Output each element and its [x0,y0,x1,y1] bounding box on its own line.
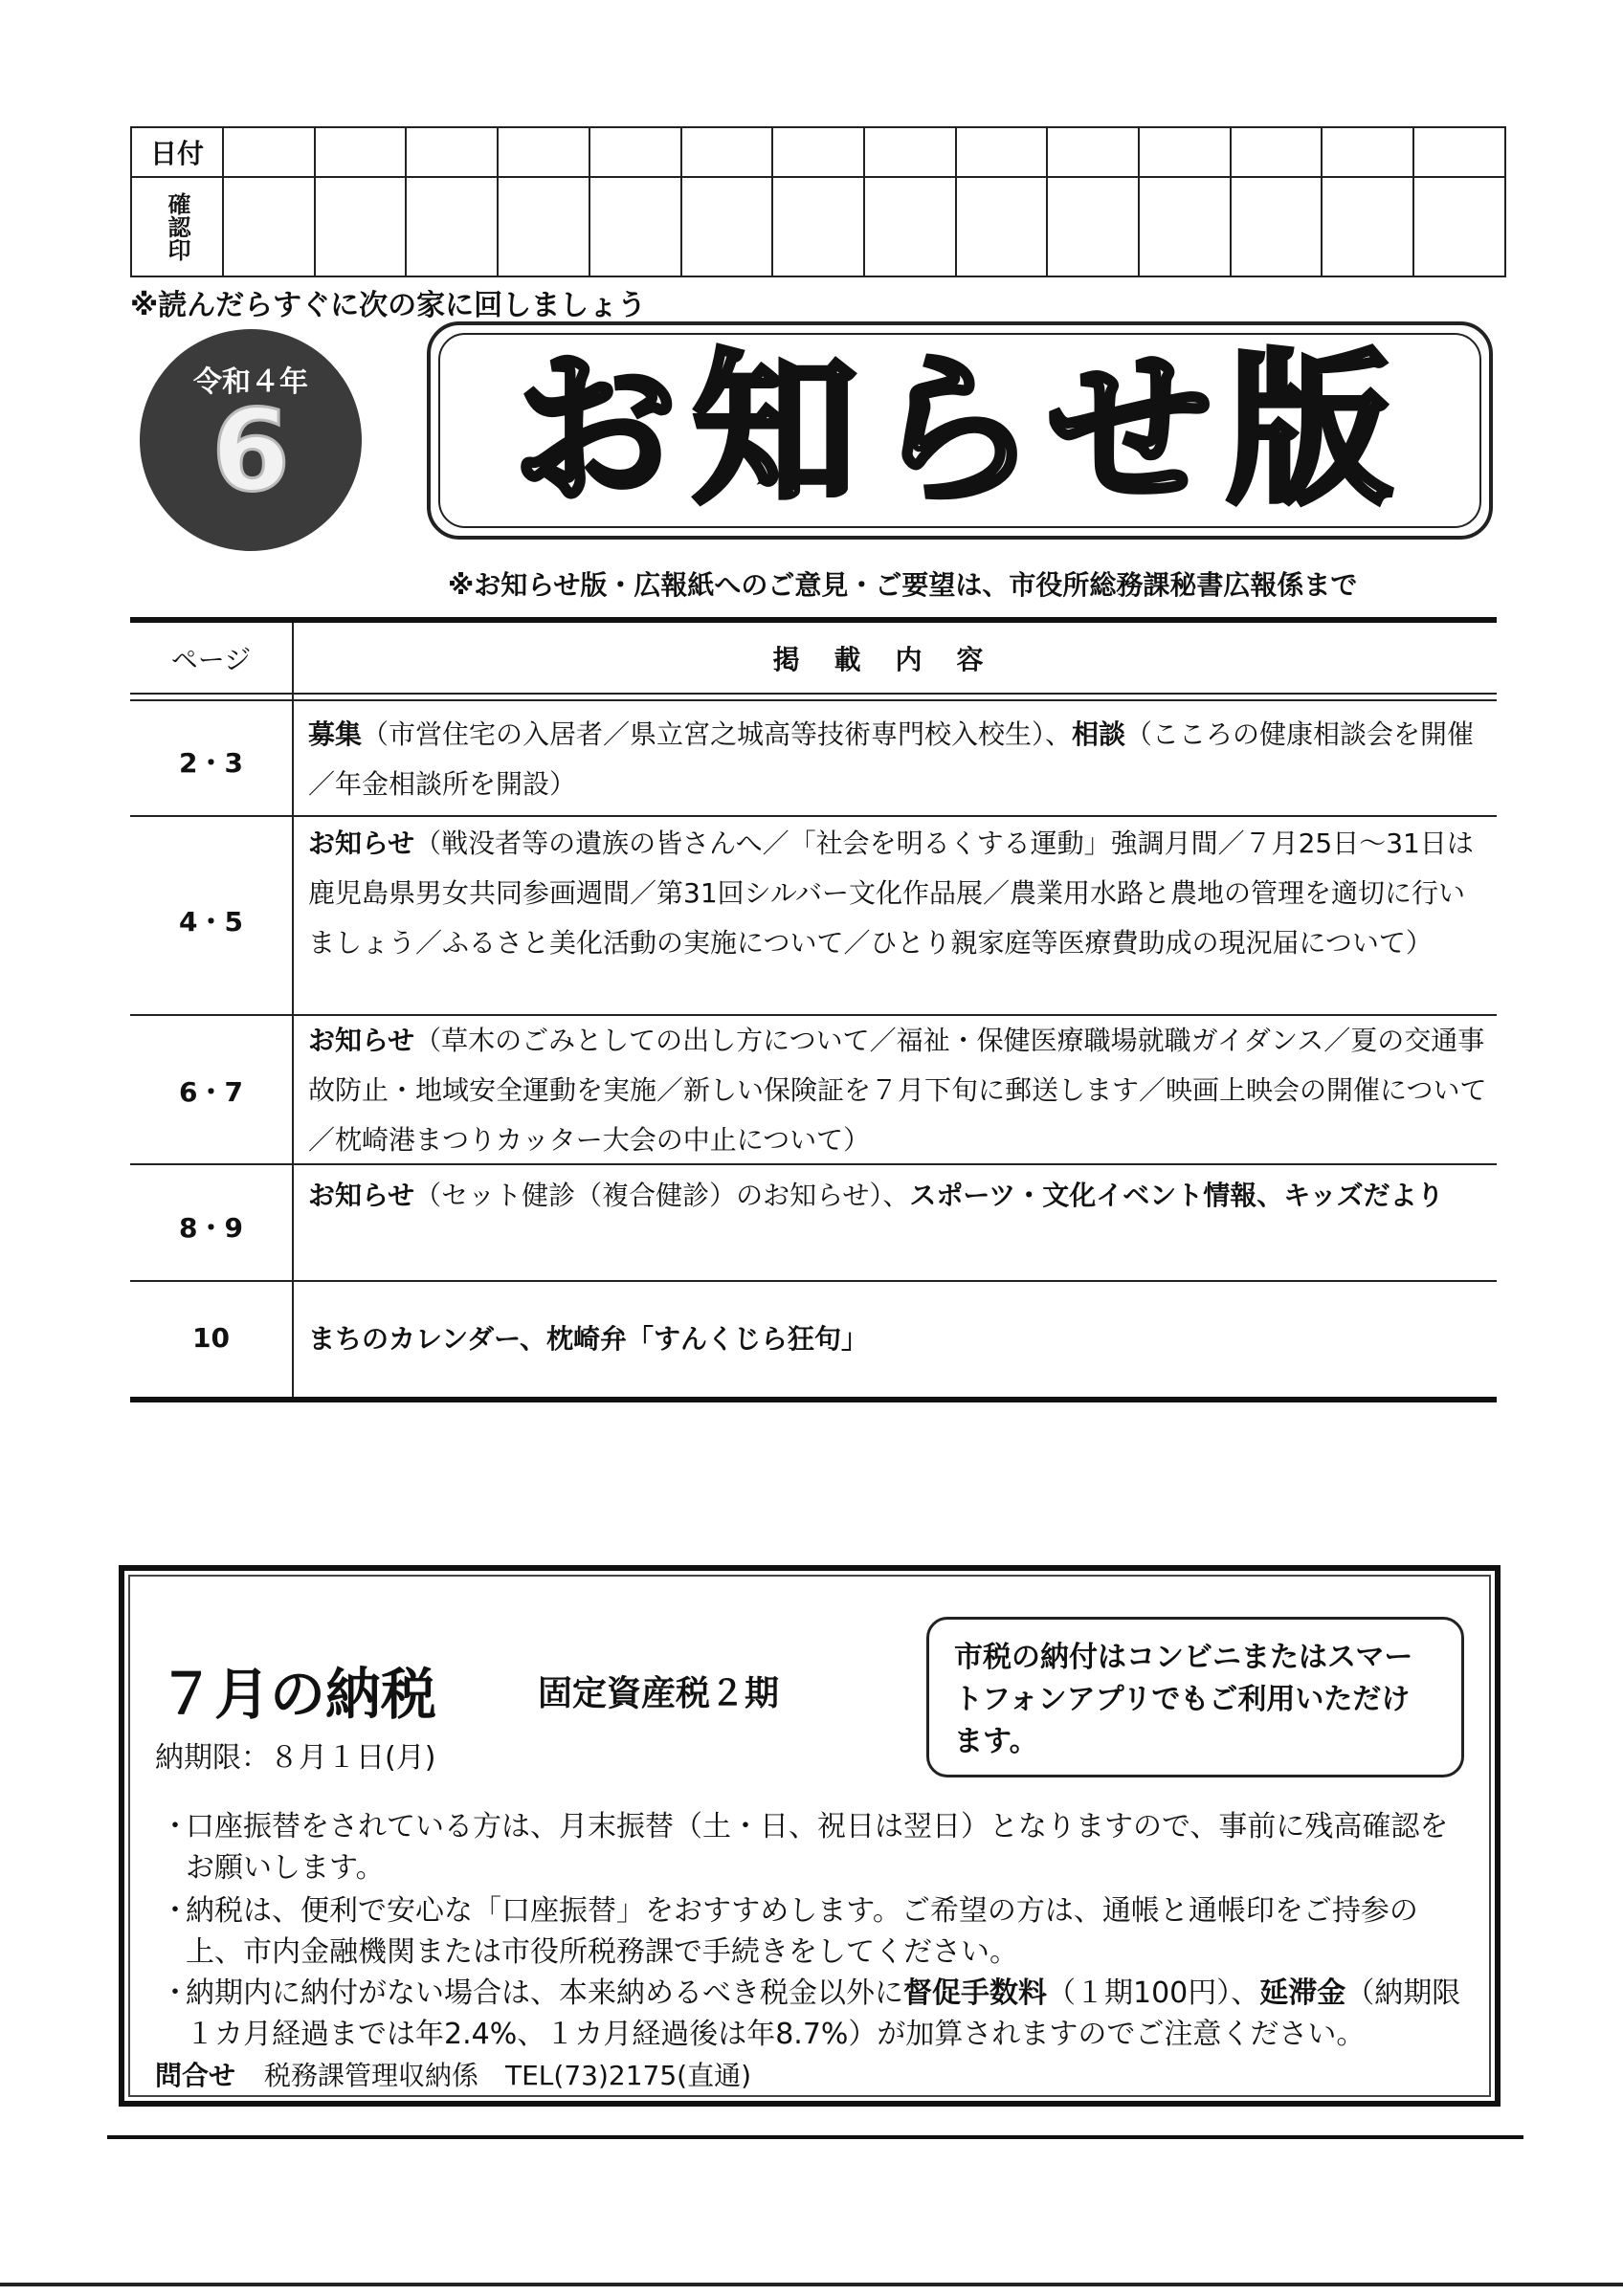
table-row: お知らせ（戦没者等の遺族の皆さんへ／「社会を明るくする運動」強調月間／７月25日～31日は鹿児島県男女共同参画週間／第31回シルバー文化作品展／農業用水路と農地の管理を適切に行いましょう／ふるさと美化活動の実施について／ひとり親家庭等医療費助成の現況届について） [308,828,1474,959]
stamp-cell [406,177,498,276]
date-cell [498,127,589,177]
stamp-cell [1047,177,1139,276]
table-row: まちのカレンダー、枕崎弁「すんくじら狂句」 [308,1323,869,1355]
tax-subtitle: 固定資産税２期 [538,1674,780,1713]
row-page: 4・5 [179,906,243,938]
issue-month: 6 [211,385,291,517]
tax-deadline: 納期限：８月１日(月) [155,1741,436,1775]
header-rule [130,693,1497,695]
stamp-label: 確認印 [164,192,190,261]
date-cell [406,127,498,177]
opinion-note: ※お知らせ版・広報紙へのご意見・ご要望は、市役所総務課秘書広報係まで [448,569,1358,601]
contents-header-text: 掲載内容 [772,644,1018,675]
stamp-label-cell [131,177,223,276]
date-cell [1231,127,1323,177]
date-cell [315,127,407,177]
date-cell [1413,127,1505,177]
date-cell [223,127,315,177]
contents-bottom-rule [130,1397,1497,1402]
list-item: ・ 口座振替をされている方は、月末振替（土・日、祝日は翌日）となりますので、事前に残高確認をお願いします。 [161,1810,1449,1885]
row-page: 8・9 [179,1212,243,1244]
date-cell [1322,127,1413,177]
title-banner [427,321,1493,540]
contact-info: 問合せ 税務課管理収納係 TEL(73)2175(直通) [155,2060,751,2091]
date-cell [589,127,681,177]
date-cell [1139,127,1231,177]
row-page: 6・7 [179,1076,243,1108]
stamp-cell [1322,177,1413,276]
list-item: ・ 納期内に納付がない場合は、本来納めるべき税金以外に督促手数料（１期100円）、延滞金（納期限１カ月経過までは年2.4%、１カ月経過後は年8.7%）が加算されますのでご注意ください。 [161,1976,1461,2051]
footer-rule [107,2135,1523,2139]
stamp-cell [1413,177,1505,276]
date-label: 日付 [131,127,223,177]
contents-header-page: ページ [170,644,252,675]
row-rule [130,1163,1497,1165]
header-rule [130,699,1497,701]
list-item: ・ 納税は、便利で安心な「口座振替」をおすすめします。ご希望の方は、通帳と通帳印をご持参の上、市内金融機関または市役所税務課で手続きをしてください。 [161,1894,1418,1969]
stamp-cell [315,177,407,276]
stamp-cell [681,177,773,276]
stamp-cell [223,177,315,276]
tax-title: ７月の納税 [159,1662,437,1727]
stamp-cell [956,177,1048,276]
stamp-cell [589,177,681,276]
row-page: 10 [192,1322,230,1354]
issue-badge [140,329,362,551]
table-row: お知らせ（セット健診（複合健診）のお知らせ）、スポーツ・文化イベント情報、キッズだより [308,1180,1444,1211]
date-cell [681,127,773,177]
circulation-table [130,126,1506,277]
stamp-cell [498,177,589,276]
page-title: お知らせ版 [512,334,1408,526]
row-page: 2・3 [179,747,243,779]
date-cell [772,127,864,177]
table-row: お知らせ（草木のごみとしての出し方について／福祉・保健医療職場就職ガイダンス／夏の交通事故防止・地域安全運動を実施／新しい保険証を７月下旬に郵送します／映画上映会の開催について／枕崎港まつりカッター大会の中止について） [308,1025,1487,1156]
row-rule [130,815,1497,817]
issue-era: 令和４年 [193,365,308,399]
stamp-cell [772,177,864,276]
stamp-cell [864,177,956,276]
payment-callout: 市税の納付はコンビニまたはスマートフォンアプリでもご利用いただけます。 [926,1617,1464,1777]
contents-top-rule [130,617,1497,623]
date-cell [1047,127,1139,177]
stamp-cell [1231,177,1323,276]
circulation-notice: ※読んだらすぐに次の家に回しましょう [130,289,647,322]
table-row: 募集（市営住宅の入居者／県立宮之城高等技術専門校入校生）、相談（こころの健康相談会を開催／年金相談所を開設） [308,718,1475,800]
date-cell [956,127,1048,177]
date-cell [864,127,956,177]
page-edge-rule [0,2283,1623,2286]
stamp-cell [1139,177,1231,276]
row-rule [130,1280,1497,1282]
